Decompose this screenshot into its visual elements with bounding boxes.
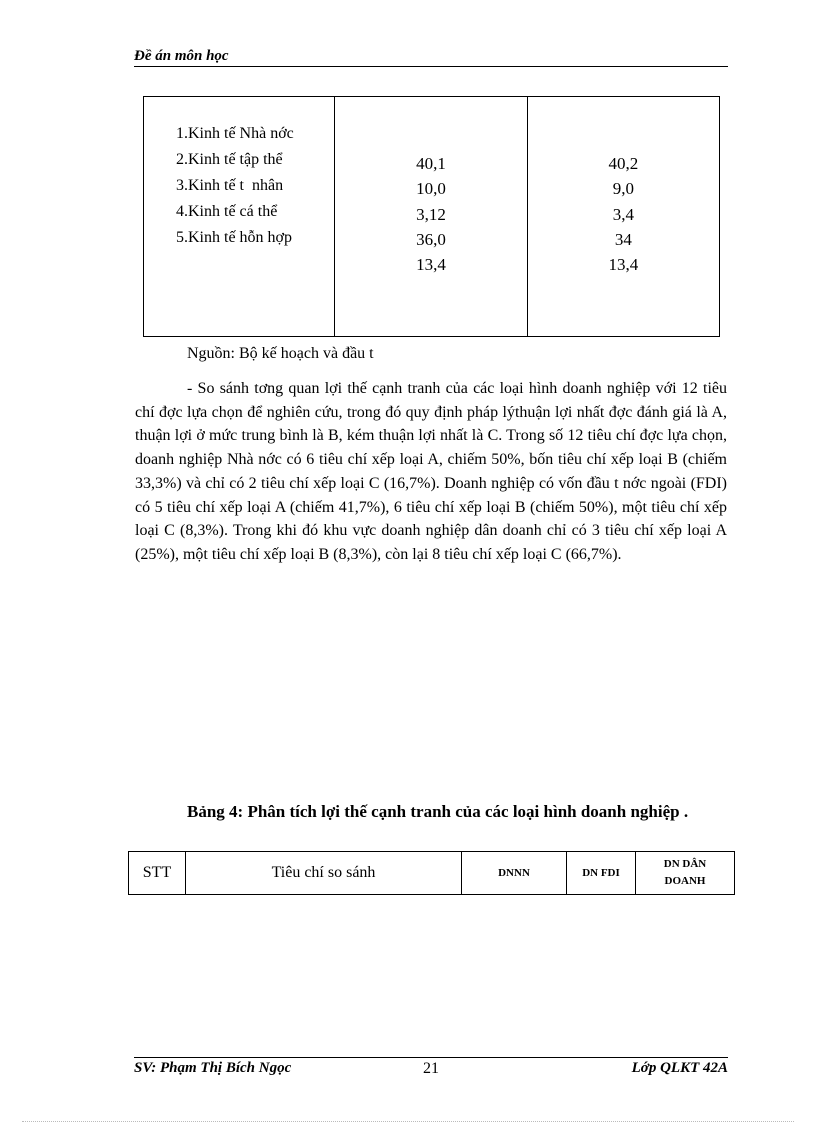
values-column-2: [528, 97, 719, 336]
category-item: 3.Kinh tế t nhân: [176, 177, 284, 194]
header-title: Đề án môn học: [134, 48, 229, 64]
economic-sector-table: [143, 96, 720, 337]
value-cell: 3,4: [612, 204, 634, 224]
value-cell: 36,0: [416, 229, 446, 249]
footer-class: Lớp QLKT 42A: [631, 1060, 728, 1076]
footer-author: SV: Phạm Thị Bích Ngọc: [134, 1060, 292, 1076]
value-list: [528, 151, 719, 277]
header-dn-dan-doanh: [636, 852, 734, 894]
values-column-1: [335, 97, 527, 336]
header-stt: STT: [129, 852, 186, 894]
value-cell: 40,1: [416, 154, 446, 173]
category-list: [176, 121, 294, 251]
page-edge-divider: [22, 1121, 794, 1122]
category-item: 5.Kinh tế hỗn hợp: [176, 229, 293, 246]
category-item: 2.Kinh tế tập thể: [176, 151, 283, 168]
value-cell: 3,12: [416, 204, 446, 224]
header-dn-fdi: DN FDI: [567, 852, 636, 894]
value-cell: 10,0: [416, 179, 446, 199]
page-number: 21: [423, 1060, 439, 1077]
source-note: Nguồn: Bộ kế hoạch và đầu t: [187, 345, 374, 362]
category-column: [144, 97, 335, 336]
value-cell: 40,2: [608, 154, 639, 173]
body-paragraph: - So sánh tơng quan lợi thế cạnh tranh của các loại hình doanh nghiệp với 12 tiêu chí đợc lựa chọn để nghiên cứu, trong đó quy định pháp lýthuận lợi nhất đợc đánh giá là A, thuận lợi ở mức trung bình là B, kém thuận lợi nhất là C. Trong số 12 tiêu chí đợc lựa chọn, doanh nghiệp Nhà nớc có 6 tiêu chí xếp loại A, chiếm 50%, bốn tiêu chí xếp loại B (chiếm 33,3%) và chỉ có 2 tiêu chí xếp loại C (16,7%). Doanh nghiệp có vốn đầu t nớc ngoài (FDI) có 5 tiêu chí xếp loại A (chiếm 41,7%), 6 tiêu chí xếp loại B (chiếm 50%), một tiêu chí xếp loại C (8,3%). Trong khi đó khu vực doanh nghiệp dân doanh chỉ có 3 tiêu chí xếp loại A (25%), một tiêu chí xếp loại B (8,3%), còn lại 8 tiêu chí xếp loại C (66,7%).: [135, 380, 727, 563]
value-cell: 34: [614, 229, 632, 249]
header-dn-dan-doanh-line2: DOANH: [664, 875, 706, 887]
header-dnnn: DNNN: [462, 852, 567, 894]
header-criteria: Tiêu chí so sánh: [186, 852, 462, 894]
value-cell: 13,4: [416, 255, 446, 275]
value-list: [335, 151, 526, 277]
page-footer: [134, 1057, 728, 1080]
value-cell: 13,4: [608, 255, 639, 275]
category-item: 1.Kinh tế Nhà nớc: [176, 125, 294, 142]
table-4-header-row: [128, 851, 735, 895]
header-dn-dan-doanh-line1: DN DÂN: [663, 858, 707, 870]
category-item: 4.Kinh tế cá thể: [176, 203, 278, 220]
page-header: [134, 47, 728, 67]
table-4-title: Bảng 4: Phân tích lợi thế cạnh tranh của các loại hình doanh nghiệp .: [187, 802, 689, 821]
value-cell: 9,0: [612, 179, 634, 199]
